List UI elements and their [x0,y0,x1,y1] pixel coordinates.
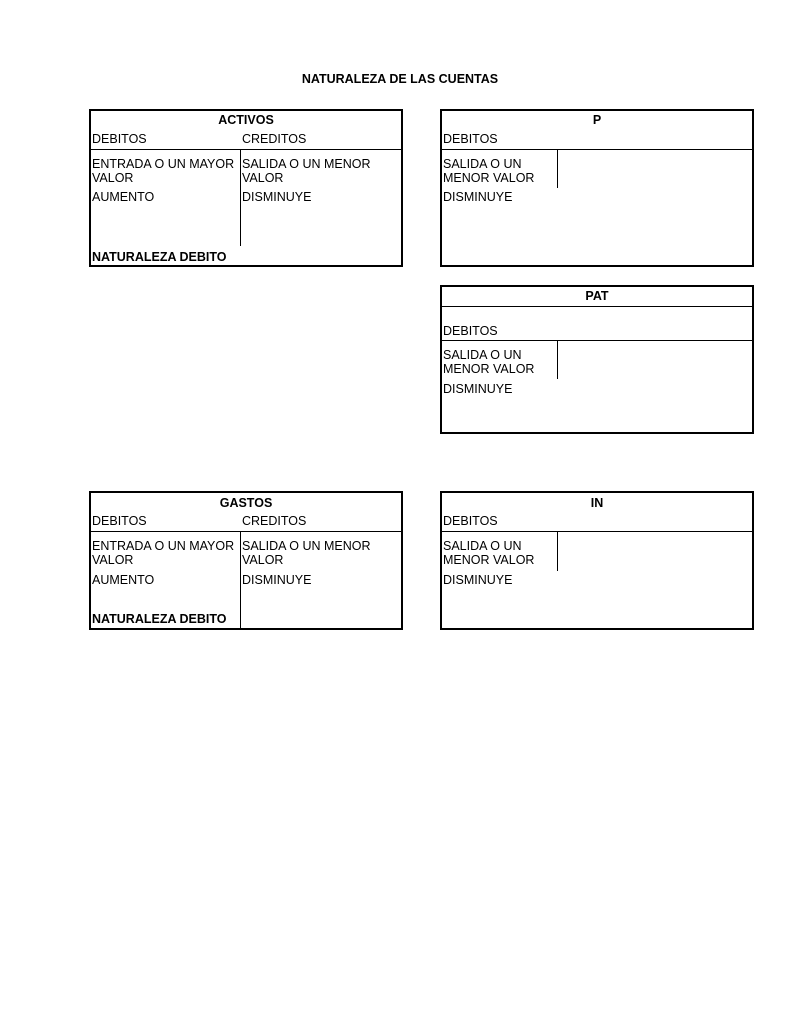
activos-account-box [89,109,403,267]
patrimonio-header: PAT [585,289,609,303]
activos-divider [91,149,401,150]
gastos-nature: NATURALEZA DEBITO [92,612,227,626]
activos-credit-effect: DISMINUYE [242,190,312,204]
activos-credit-desc: SALIDA O UN MENOR VALOR [242,157,371,185]
gastos-debit-effect: AUMENTO [92,573,155,587]
patrimonio-debits-label: DEBITOS [443,324,498,338]
activos-header: ACTIVOS [218,113,274,127]
pasivos-header: P [592,113,602,127]
activos-credits-label: CREDITOS [242,132,307,146]
gastos-column-divider [240,531,241,628]
ingresos-debit-effect: DISMINUYE [443,573,513,587]
page-title: NATURALEZA DE LAS CUENTAS [301,72,499,86]
activos-debit-desc: ENTRADA O UN MAYOR VALOR [92,157,235,185]
ingresos-column-divider [557,531,558,571]
patrimonio-divider [442,340,752,341]
activos-debit-effect: AUMENTO [92,190,155,204]
gastos-credit-desc: SALIDA O UN MENOR VALOR [242,539,371,567]
gastos-credit-effect: DISMINUYE [242,573,312,587]
patrimonio-column-divider [557,340,558,379]
gastos-debits-label: DEBITOS [92,514,147,528]
gastos-debit-desc: ENTRADA O UN MAYOR VALOR [92,539,235,567]
ingresos-divider [442,531,752,532]
activos-column-divider [240,149,241,246]
gastos-divider [91,531,401,532]
gastos-header: GASTOS [219,496,273,510]
activos-debits-label: DEBITOS [92,132,147,146]
gastos-account-box [89,491,403,630]
pasivos-account-box [440,109,754,267]
ingresos-debits-label: DEBITOS [443,514,498,528]
patrimonio-debit-desc: SALIDA O UN MENOR VALOR [443,348,535,376]
pasivos-debit-desc: SALIDA O UN MENOR VALOR [443,157,535,185]
ingresos-header: IN [590,496,604,510]
patrimonio-header-divider [442,306,752,307]
patrimonio-account-box [440,285,754,434]
patrimonio-debit-effect: DISMINUYE [443,382,513,396]
ingresos-account-box [440,491,754,630]
pasivos-debit-effect: DISMINUYE [443,190,513,204]
ingresos-debit-desc: SALIDA O UN MENOR VALOR [443,539,535,567]
pasivos-debits-label: DEBITOS [443,132,498,146]
gastos-credits-label: CREDITOS [242,514,307,528]
pasivos-column-divider [557,149,558,188]
activos-nature: NATURALEZA DEBITO [92,250,227,264]
pasivos-divider [442,149,752,150]
